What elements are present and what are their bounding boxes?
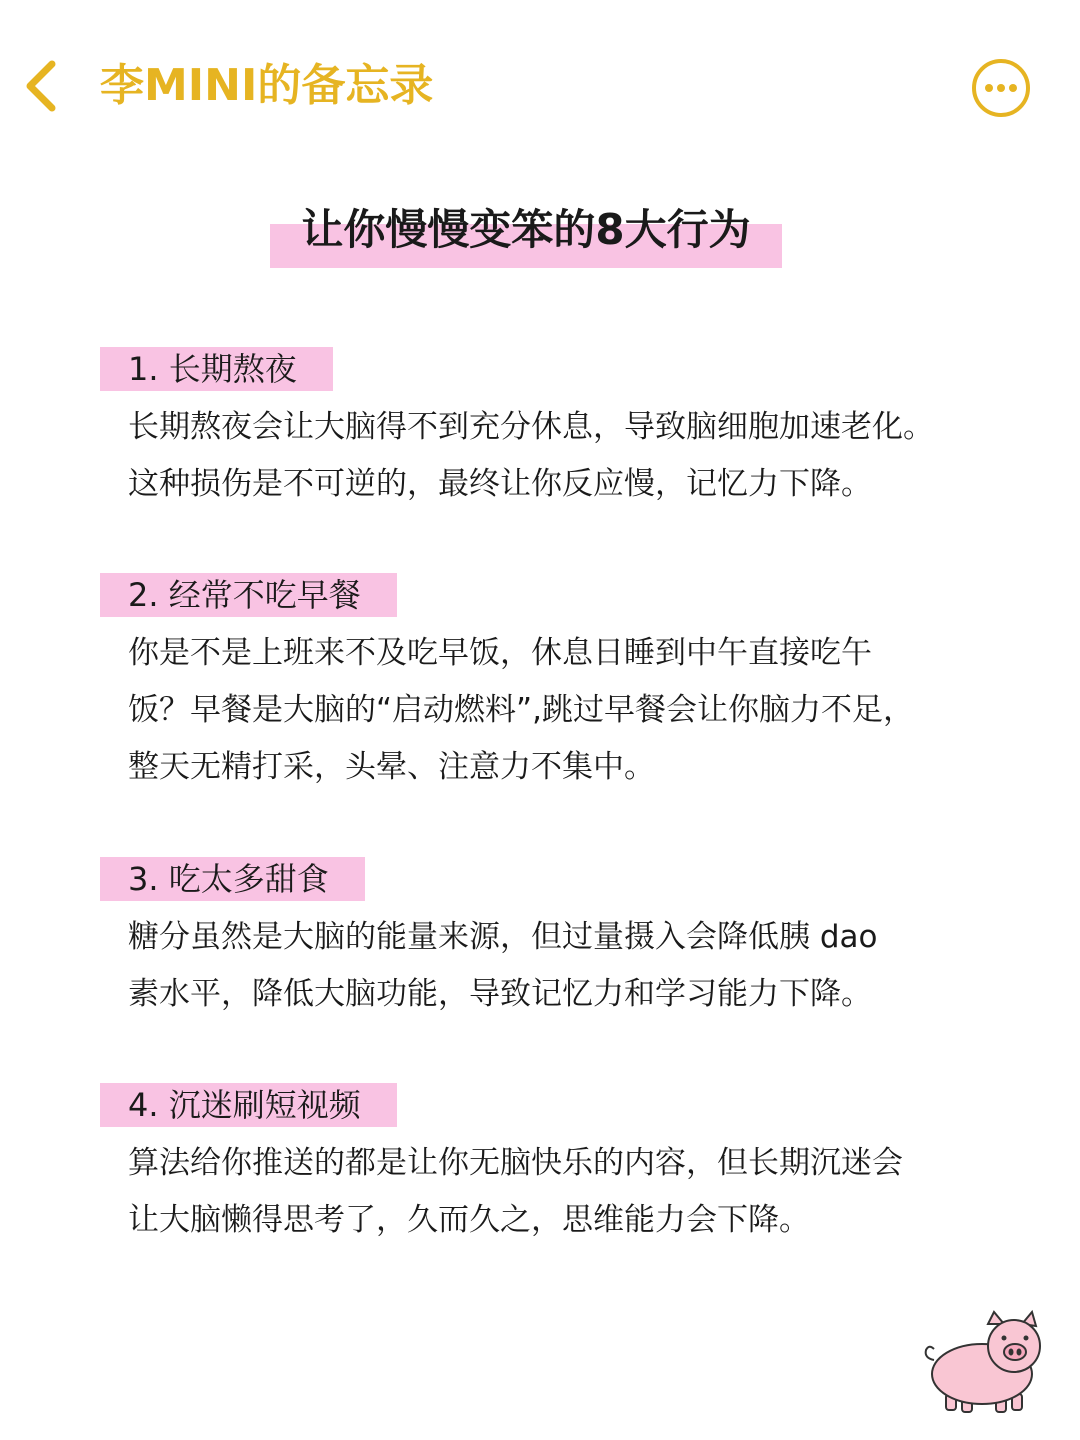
body-line: 让大脑懒得思考了，久而久之，思维能力会下降。 xyxy=(128,1202,810,1238)
note-section xyxy=(100,347,980,513)
pig-icon xyxy=(918,1308,1050,1418)
section-heading: 1. 长期熬夜 xyxy=(100,347,333,391)
section-heading: 4. 沉迷刷短视频 xyxy=(100,1083,397,1127)
section-heading: 3. 吃太多甜食 xyxy=(100,857,365,901)
back-button[interactable] xyxy=(18,56,74,116)
body-line: 这种损伤是不可逆的，最终让你反应慢，记忆力下降。 xyxy=(128,466,872,502)
note-section xyxy=(100,573,980,796)
note-section xyxy=(100,1083,980,1249)
document-title-block xyxy=(270,200,782,268)
document-title: 让你慢慢变笨的8大行为 xyxy=(301,205,751,254)
section-body xyxy=(100,625,980,796)
body-line: 整天无精打采，头晕、注意力不集中。 xyxy=(128,749,655,785)
body-line: 你是不是上班来不及吃早饭，休息日睡到中午直接吃午 xyxy=(128,635,872,671)
section-heading: 2. 经常不吃早餐 xyxy=(100,573,397,617)
pig-decoration xyxy=(918,1308,1050,1418)
note-section xyxy=(100,857,980,1023)
body-line: 糖分虽然是大脑的能量来源，但过量摄入会降低胰 dao xyxy=(128,919,878,955)
more-horizontal-icon xyxy=(970,57,1032,119)
more-options-button[interactable] xyxy=(970,57,1032,119)
body-line: 素水平，降低大脑功能，导致记忆力和学习能力下降。 xyxy=(128,976,872,1012)
body-line: 长期熬夜会让大脑得不到充分休息，导致脑细胞加速老化。 xyxy=(128,409,934,445)
section-body xyxy=(100,909,980,1023)
app-title: 李MINI的备忘录 xyxy=(100,60,434,111)
top-bar xyxy=(0,0,1080,175)
body-line: 算法给你推送的都是让你无脑快乐的内容，但长期沉迷会 xyxy=(128,1145,903,1181)
section-body xyxy=(100,399,980,513)
body-line: 饭？早餐是大脑的“启动燃料”,跳过早餐会让你脑力不足， xyxy=(128,692,914,728)
chevron-left-icon xyxy=(18,56,74,116)
section-body xyxy=(100,1135,980,1249)
